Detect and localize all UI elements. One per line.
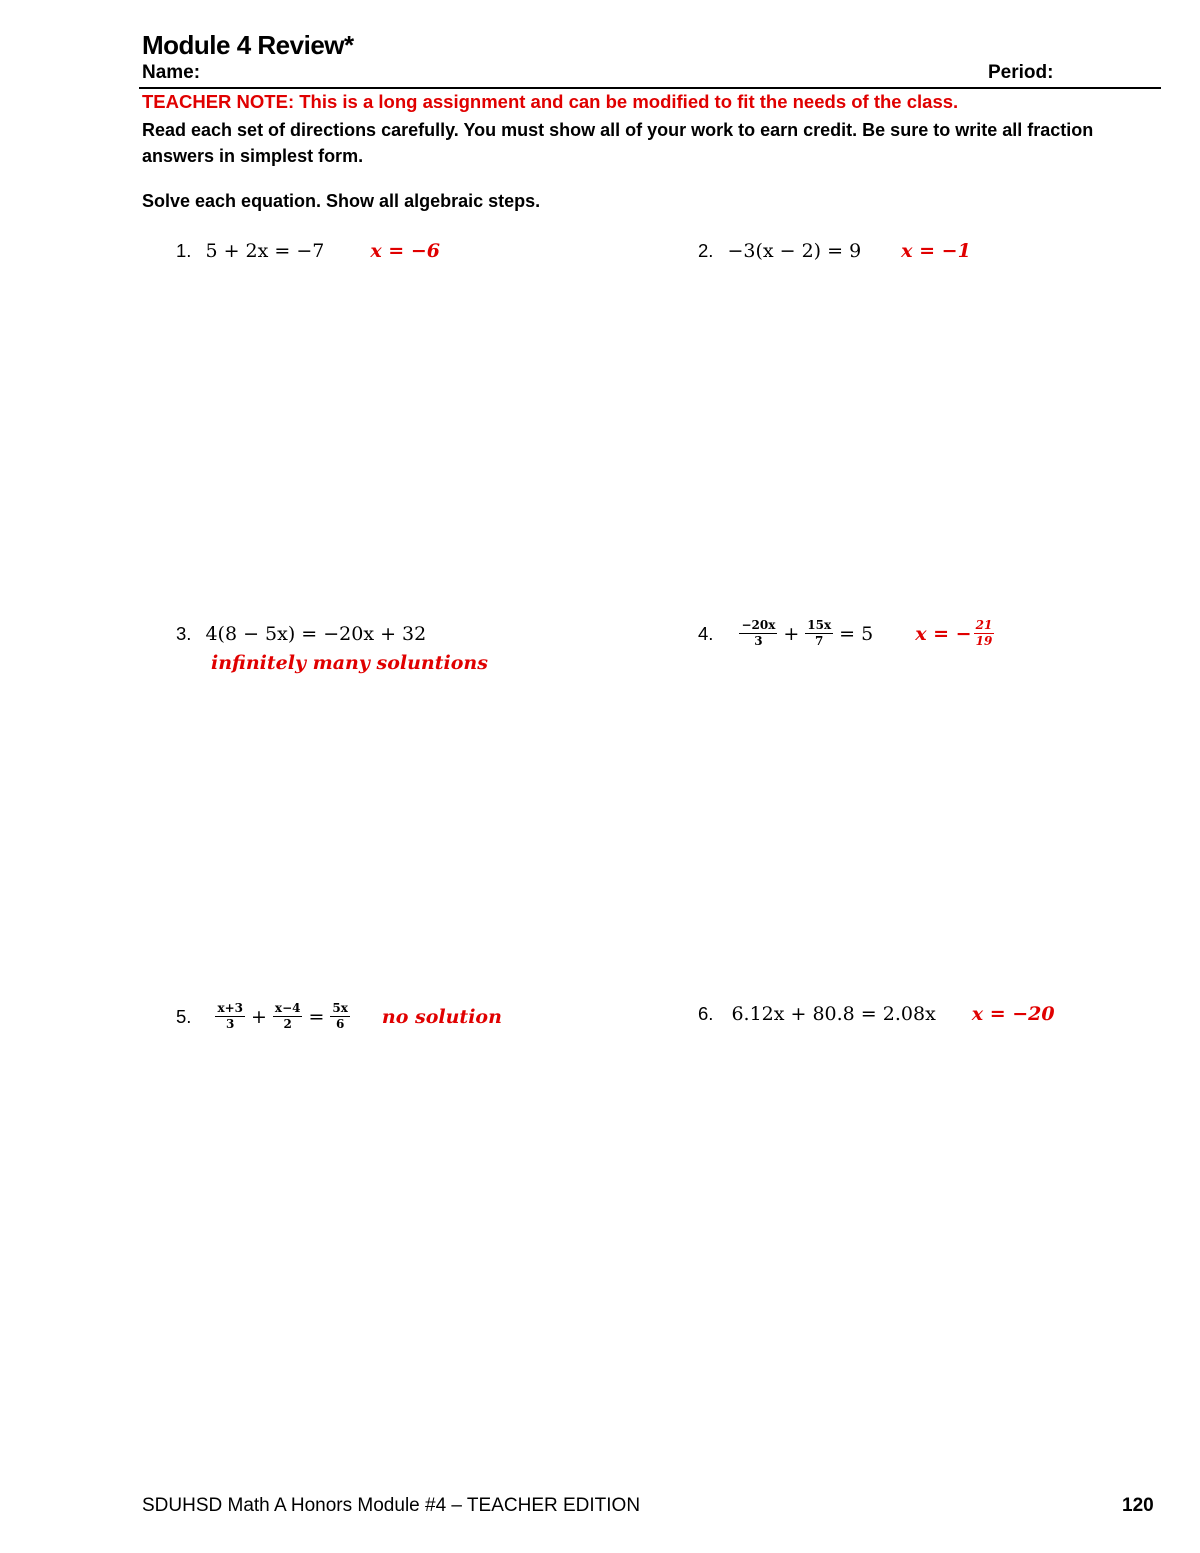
page-title: Module 4 Review* xyxy=(142,30,354,60)
problem-answer: infinitely many soluntions xyxy=(211,652,488,674)
denominator: 3 xyxy=(226,1017,235,1031)
numerator: x−4 xyxy=(274,1001,301,1015)
problem-equation: 4(8 − 5x) = −20x + 32 xyxy=(205,623,427,645)
denominator: 19 xyxy=(975,634,993,648)
plus-sign: + xyxy=(251,1005,267,1028)
problem-3-answer-row xyxy=(211,652,488,674)
problem-number: 2. xyxy=(698,240,714,261)
problem-answer xyxy=(915,619,996,648)
fraction xyxy=(215,1002,245,1031)
numerator: 21 xyxy=(975,618,993,632)
numerator: 15x xyxy=(807,618,832,632)
equals-sign: = xyxy=(308,1005,325,1028)
problem-1 xyxy=(176,240,440,262)
denominator: 7 xyxy=(815,634,824,648)
fraction xyxy=(273,1002,303,1031)
answer-prefix: x = − xyxy=(915,622,972,645)
problem-equation: 6.12x + 80.8 = 2.08x xyxy=(731,1003,936,1025)
name-label: Name: xyxy=(142,62,201,83)
problem-answer: x = −1 xyxy=(901,240,971,262)
problem-equation: 5 + 2x = −7 xyxy=(205,240,325,262)
problem-answer: x = −20 xyxy=(971,1003,1055,1025)
section-heading: Solve each equation. Show all algebraic steps. xyxy=(142,191,541,211)
numerator: 5x xyxy=(332,1001,348,1015)
denominator: 6 xyxy=(335,1017,345,1031)
denominator: 3 xyxy=(754,634,763,648)
problem-4 xyxy=(698,619,996,648)
fraction xyxy=(739,619,777,648)
problem-number: 5. xyxy=(176,1005,192,1027)
directions: Read each set of directions carefully. You must show all of your work to earn credit. Be sure to write all fraction answers in simplest form. xyxy=(142,120,1094,166)
problem-answer: x = −6 xyxy=(370,240,440,262)
plus-sign: + xyxy=(783,622,800,645)
numerator: −20x xyxy=(741,618,776,632)
fraction xyxy=(330,1002,350,1031)
denominator: 2 xyxy=(283,1017,292,1031)
problem-answer: no solution xyxy=(381,1005,502,1028)
problem-equation: −3(x − 2) = 9 xyxy=(727,240,862,262)
problem-number: 1. xyxy=(176,240,192,261)
problem-2 xyxy=(698,240,971,262)
header-divider xyxy=(139,87,1161,89)
right-hand-side: = 5 xyxy=(839,622,874,645)
fraction xyxy=(805,619,833,648)
problem-number: 6. xyxy=(698,1003,714,1024)
problem-5 xyxy=(176,1002,502,1031)
problem-number: 3. xyxy=(176,623,192,644)
period-label: Period: xyxy=(988,62,1054,83)
teacher-note: TEACHER NOTE: This is a long assignment and can be modified to fit the needs of the class. xyxy=(142,91,959,112)
page-number: 120 xyxy=(1122,1495,1154,1516)
answer-fraction xyxy=(974,619,995,648)
footer-course-label: SDUHSD Math A Honors Module #4 – TEACHER EDITION xyxy=(142,1495,641,1516)
problem-6 xyxy=(698,1003,1055,1025)
numerator: x+3 xyxy=(217,1001,243,1015)
problem-number: 4. xyxy=(698,622,714,644)
problem-3 xyxy=(176,623,426,645)
